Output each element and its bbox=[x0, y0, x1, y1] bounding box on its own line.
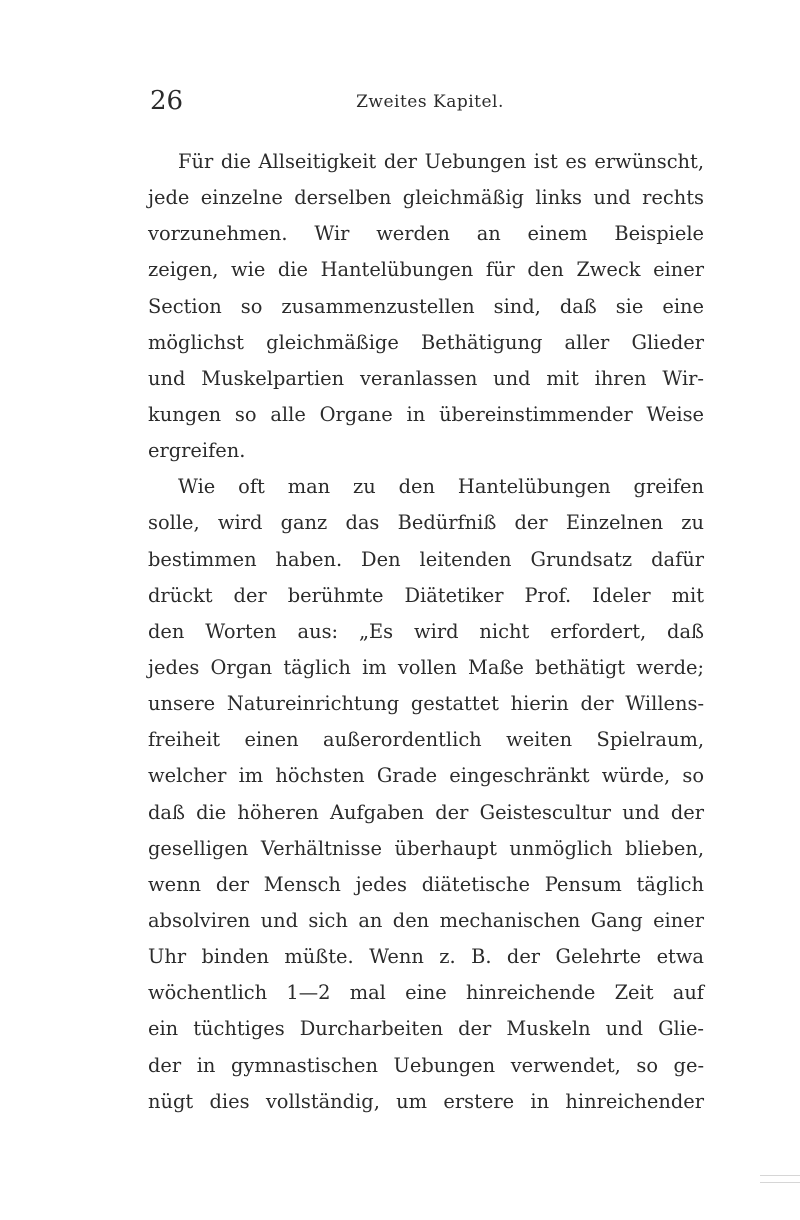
paragraph bbox=[148, 469, 704, 1120]
text-line: solle, wird ganz das Bedürfniß der Einzelnen zu bbox=[148, 511, 704, 535]
text-line: geselligen Verhältnisse überhaupt unmöglich blieben, bbox=[148, 836, 704, 860]
text-line: Wie oft man zu den Hantelübungen greifen bbox=[178, 475, 704, 499]
text-line: der in gymnastischen Uebungen verwendet, so ge- bbox=[148, 1053, 704, 1077]
text-line: bestimmen haben. Den leitenden Grundsatz dafür bbox=[148, 547, 704, 571]
text-body bbox=[148, 144, 704, 1120]
running-head: Zweites Kapitel. bbox=[356, 92, 504, 112]
text-line: unsere Natureinrichtung gestattet hierin der Willens- bbox=[148, 692, 704, 716]
text-line: Section so zusammenzustellen sind, daß sie eine bbox=[148, 294, 704, 318]
text-line: Für die Allseitigkeit der Uebungen ist es erwünscht, bbox=[178, 150, 704, 173]
text-line: welcher im höchsten Grade eingeschränkt würde, so bbox=[148, 764, 704, 788]
page-header bbox=[150, 86, 710, 116]
scan-edge-line bbox=[760, 1182, 800, 1183]
text-line: den Worten aus: „Es wird nicht erfordert, daß bbox=[148, 619, 704, 643]
text-line: drückt der berühmte Diätetiker Prof. Ideler mit bbox=[148, 583, 704, 607]
paragraph bbox=[148, 144, 704, 469]
text-line: absolviren und sich an den mechanischen Gang einer bbox=[148, 908, 704, 932]
text-line: daß die höheren Aufgaben der Geistescultur und der bbox=[148, 800, 704, 824]
text-line: jede einzelne derselben gleichmäßig links und rechts bbox=[148, 186, 704, 210]
page-number: 26 bbox=[150, 86, 184, 116]
text-line: zeigen, wie die Hantelübungen für den Zweck einer bbox=[148, 258, 704, 282]
text-line: wenn der Mensch jedes diätetische Pensum täglich bbox=[148, 872, 704, 896]
scan-edge-line bbox=[760, 1175, 800, 1176]
text-line: wöchentlich 1—2 mal eine hinreichende Zeit auf bbox=[148, 981, 704, 1005]
text-line: kungen so alle Organe in übereinstimmender Weise bbox=[148, 402, 704, 426]
text-line: Uhr binden müßte. Wenn z. B. der Gelehrte etwa bbox=[148, 945, 704, 969]
text-line: jedes Organ täglich im vollen Maße bethätigt werde; bbox=[148, 655, 704, 679]
text-line: ergreifen. bbox=[148, 439, 246, 463]
text-line: möglichst gleichmäßige Bethätigung aller Glieder bbox=[148, 330, 704, 354]
text-line: nügt dies vollständig, um erstere in hinreichender bbox=[148, 1089, 704, 1113]
text-line: und Muskelpartien veranlassen und mit ihren Wir- bbox=[148, 366, 704, 390]
text-line: freiheit einen außerordentlich weiten Spielraum, bbox=[148, 728, 704, 752]
text-line: ein tüchtiges Durcharbeiten der Muskeln und Glie- bbox=[148, 1017, 704, 1041]
text-line: vorzunehmen. Wir werden an einem Beispiele bbox=[148, 222, 704, 246]
